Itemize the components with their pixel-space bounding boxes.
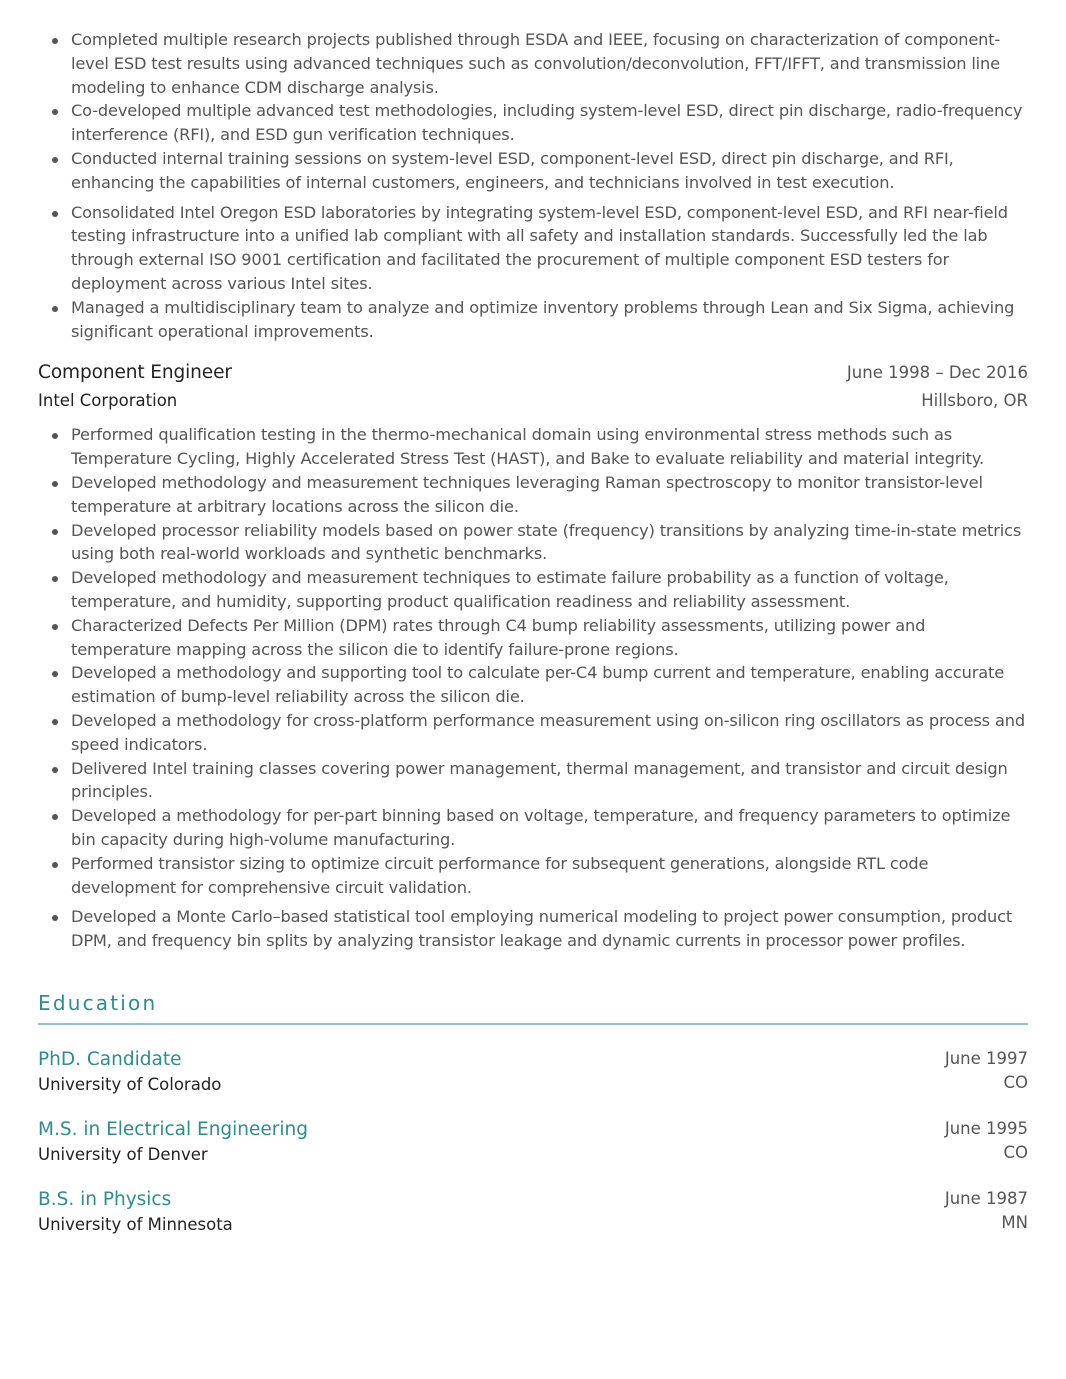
education-school: University of Colorado (38, 1074, 222, 1094)
job-header-component-engineer (38, 359, 1028, 414)
education-school: University of Denver (38, 1144, 208, 1164)
education-date: June 1995 (944, 1118, 1028, 1138)
education-location: MN (1001, 1212, 1028, 1232)
bullet-item: Conducted internal training sessions on system-level ESD, component-level ESD, direct pin discharge, and RFI, enhancing the capabilities of internal customers, engineers, and technicians involved in test execution. (38, 147, 1028, 195)
bullet-item: Developed a methodology for cross-platform performance measurement using on-silicon ring oscillators as process and speed indicators. (38, 709, 1028, 757)
education-item (38, 1187, 1028, 1237)
education-item (38, 1047, 1028, 1097)
bullet-item: Consolidated Intel Oregon ESD laboratories by integrating system-level ESD, component-level ESD, and RFI near-field testing infrastructure into a unified lab compliant with all safety and installation standards. Successfully led the lab through external ISO 9001 certification and facilitated the procurement of multiple component ESD testers for deployment across various Intel sites. (38, 201, 1028, 296)
bullet-item: Developed methodology and measurement techniques leveraging Raman spectroscopy to monitor transistor-level temperature at arbitrary locations across the silicon die. (38, 471, 1028, 519)
bullet-item: Managed a multidisciplinary team to analyze and optimize inventory problems through Lean and Six Sigma, achieving significant operational improvements. (38, 296, 1028, 344)
education-location: CO (1003, 1142, 1028, 1162)
education-degree: PhD. Candidate (38, 1048, 182, 1070)
bullet-item: Developed a Monte Carlo–based statistical tool employing numerical modeling to project power consumption, product DPM, and frequency bin splits by analyzing transistor leakage and dynamic currents in processor power profiles. (38, 905, 1028, 953)
component-engineer-bullets (38, 423, 1028, 953)
bullet-item: Performed qualification testing in the thermo-mechanical domain using environmental stress methods such as Temperature Cycling, Highly Accelerated Stress Test (HAST), and Bake to evaluate reliability and material integrity. (38, 423, 1028, 471)
bullet-item: Developed a methodology and supporting tool to calculate per-C4 bump current and temperature, enabling accurate estimation of bump-level reliability across the silicon die. (38, 661, 1028, 709)
bullet-item: Co-developed multiple advanced test methodologies, including system-level ESD, direct pin discharge, radio-frequency interference (RFI), and ESD gun verification techniques. (38, 99, 1028, 147)
job-location: Hillsboro, OR (921, 391, 1028, 411)
education-degree: B.S. in Physics (38, 1188, 172, 1210)
bullet-item: Developed processor reliability models based on power state (frequency) transitions by analyzing time-in-state metrics using both real-world workloads and synthetic benchmarks. (38, 519, 1028, 567)
education-date: June 1997 (944, 1048, 1028, 1068)
resume-page (38, 28, 1028, 1237)
job-company: Intel Corporation (38, 391, 178, 411)
job-title: Component Engineer (38, 362, 232, 384)
bullet-item: Performed transistor sizing to optimize circuit performance for subsequent generations, alongside RTL code development for comprehensive circuit validation. (38, 852, 1028, 900)
bullet-item: Completed multiple research projects published through ESDA and IEEE, focusing on characterization of component-level ESD test results using advanced techniques such as convolution/deconvolution, FFT/IFFT, and transmission line modeling to enhance CDM discharge analysis. (38, 28, 1028, 99)
education-date: June 1987 (944, 1188, 1028, 1208)
bullet-item: Delivered Intel training classes covering power management, thermal management, and transistor and circuit design principles. (38, 757, 1028, 805)
education-degree: M.S. in Electrical Engineering (38, 1118, 309, 1140)
education-location: CO (1003, 1072, 1028, 1092)
bullet-item: Characterized Defects Per Million (DPM) rates through C4 bump reliability assessments, utilizing power and temperature mapping across the silicon die to identify failure-prone regions. (38, 614, 1028, 662)
education-heading: Education (38, 989, 1028, 1025)
job-dates: June 1998 – Dec 2016 (846, 363, 1028, 383)
bullet-item: Developed methodology and measurement techniques to estimate failure probability as a function of voltage, temperature, and humidity, supporting product qualification readiness and reliability assessment. (38, 566, 1028, 614)
education-school: University of Minnesota (38, 1214, 233, 1234)
bullet-item: Developed a methodology for per-part binning based on voltage, temperature, and frequency parameters to optimize bin capacity during high-volume manufacturing. (38, 804, 1028, 852)
education-item (38, 1117, 1028, 1167)
previous-role-bullets (38, 28, 1028, 343)
